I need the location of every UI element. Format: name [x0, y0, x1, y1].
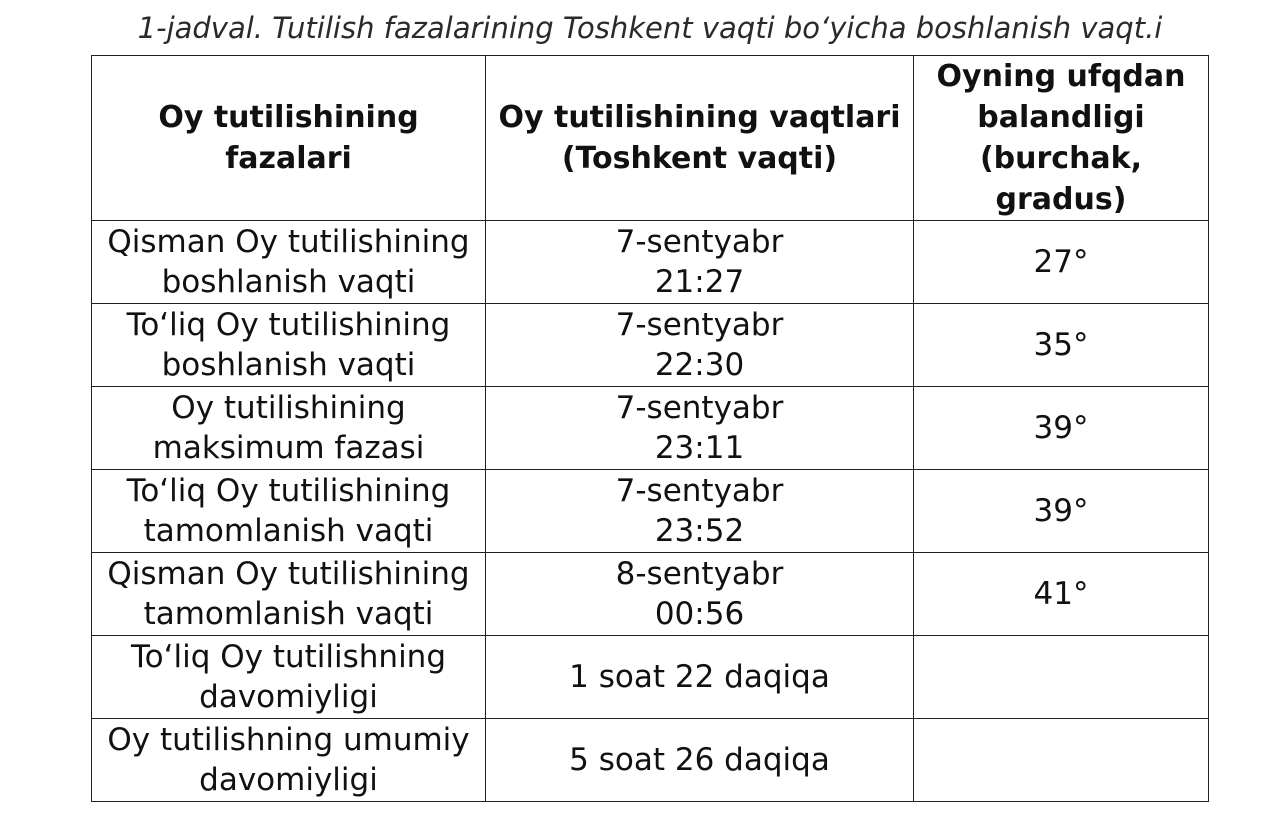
altitude-cell	[914, 636, 1209, 719]
phase-cell	[92, 470, 486, 553]
header-line: gradus)	[995, 182, 1127, 217]
header-phases	[92, 56, 486, 221]
time-cell	[486, 470, 914, 553]
time-line: 23:11	[654, 430, 745, 466]
altitude-cell: 39°	[914, 470, 1209, 553]
table-row	[92, 387, 1209, 470]
phase-line: Oy tutilishining	[171, 390, 406, 426]
time-line: 00:56	[654, 596, 745, 632]
altitude-cell: 41°	[914, 553, 1209, 636]
table-row	[92, 470, 1209, 553]
header-times	[486, 56, 914, 221]
phase-cell	[92, 553, 486, 636]
phase-line: davomiyligi	[199, 762, 378, 798]
altitude-cell: 27°	[914, 221, 1209, 304]
table-row	[92, 719, 1209, 802]
phase-line: To‘liq Oy tutilishning	[130, 639, 447, 675]
phase-cell	[92, 387, 486, 470]
header-line: Oy tutilishining fazalari	[158, 100, 419, 176]
table-row	[92, 221, 1209, 304]
time-line: 1 soat 22 daqiqa	[569, 659, 830, 695]
table-caption: 1-jadval. Tutilish fazalarining Toshkent vaqti bo‘yicha boshlanish vaqt.i	[137, 11, 1163, 45]
altitude-cell: 39°	[914, 387, 1209, 470]
time-cell	[486, 553, 914, 636]
phase-cell	[92, 636, 486, 719]
header-line: balandligi	[977, 100, 1145, 135]
phase-line: tamomlanish vaqti	[143, 596, 434, 632]
phase-line: tamomlanish vaqti	[143, 513, 434, 549]
phase-line: To‘liq Oy tutilishining	[126, 473, 451, 509]
table-row	[92, 636, 1209, 719]
header-line: Oyning ufqdan	[936, 59, 1186, 94]
table-row	[92, 553, 1209, 636]
header-line: (Toshkent vaqti)	[561, 141, 838, 176]
time-cell	[486, 387, 914, 470]
header-line: Oy tutilishining vaqtlari	[498, 100, 901, 135]
time-line: 22:30	[654, 347, 745, 383]
header-line: (burchak,	[979, 141, 1143, 176]
time-cell	[486, 304, 914, 387]
phase-line: To‘liq Oy tutilishining	[126, 307, 451, 343]
phase-cell	[92, 304, 486, 387]
time-line: 7-sentyabr	[615, 473, 784, 509]
time-line: 5 soat 26 daqiqa	[569, 742, 830, 778]
eclipse-phases-table	[91, 55, 1209, 802]
time-line: 7-sentyabr	[615, 390, 784, 426]
altitude-cell	[914, 719, 1209, 802]
time-line: 23:52	[654, 513, 745, 549]
time-line: 7-sentyabr	[615, 307, 784, 343]
time-line: 8-sentyabr	[615, 556, 784, 592]
time-cell	[486, 221, 914, 304]
table-header-row	[92, 56, 1209, 221]
phase-line: Oy tutilishning umumiy	[107, 722, 470, 758]
phase-cell	[92, 719, 486, 802]
header-altitude	[914, 56, 1209, 221]
altitude-cell: 35°	[914, 304, 1209, 387]
phase-line: davomiyligi	[199, 679, 378, 715]
time-cell	[486, 719, 914, 802]
phase-line: Qisman Oy tutilishining	[107, 224, 470, 260]
phase-line: maksimum fazasi	[152, 430, 425, 466]
time-line: 7-sentyabr	[615, 224, 784, 260]
table-row	[92, 304, 1209, 387]
phase-line: boshlanish vaqti	[161, 264, 416, 300]
time-line: 21:27	[654, 264, 745, 300]
time-cell	[486, 636, 914, 719]
phase-line: Qisman Oy tutilishining	[107, 556, 470, 592]
phase-cell	[92, 221, 486, 304]
phase-line: boshlanish vaqti	[161, 347, 416, 383]
